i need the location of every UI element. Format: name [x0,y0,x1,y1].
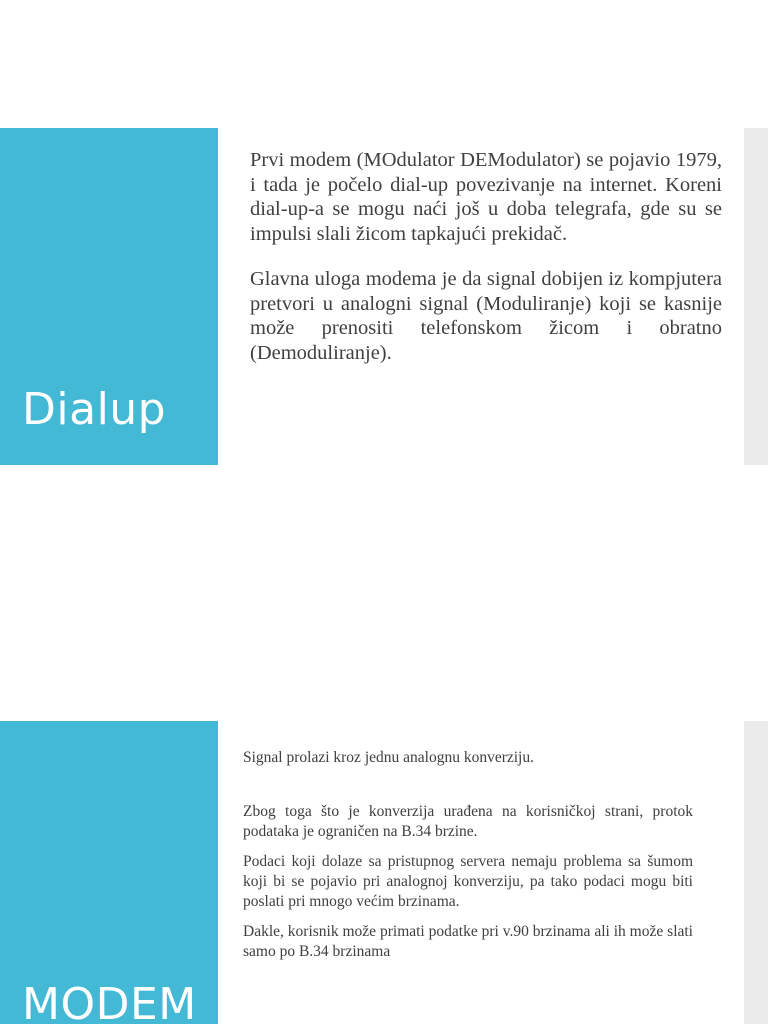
slide-title-block [0,128,218,465]
body-paragraph: Zbog toga što je konverzija urađena na korisničkoj strani, protok podataka je ograničen na B.34 brzine. [243,803,693,840]
body-paragraph: Prvi modem (MOdulator DEModulator) se pojavio 1979, i tada je počelo dial-up povezivanje na internet. Koreni dial-up-a se mogu naći još u doba telegrafa, gde su se impulsi slali žicom tapkajući prekidač. [250,149,722,245]
slide-dialup [0,128,768,465]
body-paragraph: Glavna uloga modema je da signal dobijen iz kompjutera pretvori u analogni signal (Moduliranje) koji se kasnije može prenositi telefonskom žicom i obratno (Demoduliranje). [250,268,722,364]
body-paragraph: Dakle, korisnik može primati podatke pri v.90 brzinama ali ih može slati samo po B.34 brzinama [243,923,693,960]
body-paragraph: Podaci koji dolaze sa pristupnog servera nemaju problema sa šumom koji bi se pojavio pri analognoj konverziju, pa tako podaci mogu biti poslati pri mnogo većim brzinama. [243,853,693,910]
slide-body [243,748,693,962]
body-paragraph: Signal prolazi kroz jednu analognu konverziju. [243,749,534,766]
slide-body [250,148,722,365]
slide-modem [0,721,768,1024]
slide-title: MODEM [22,979,197,1024]
slide-title: Dialup [22,384,167,435]
next-slide-edge [744,721,768,1024]
slide-title-block [0,721,218,1024]
next-slide-edge [744,128,768,465]
